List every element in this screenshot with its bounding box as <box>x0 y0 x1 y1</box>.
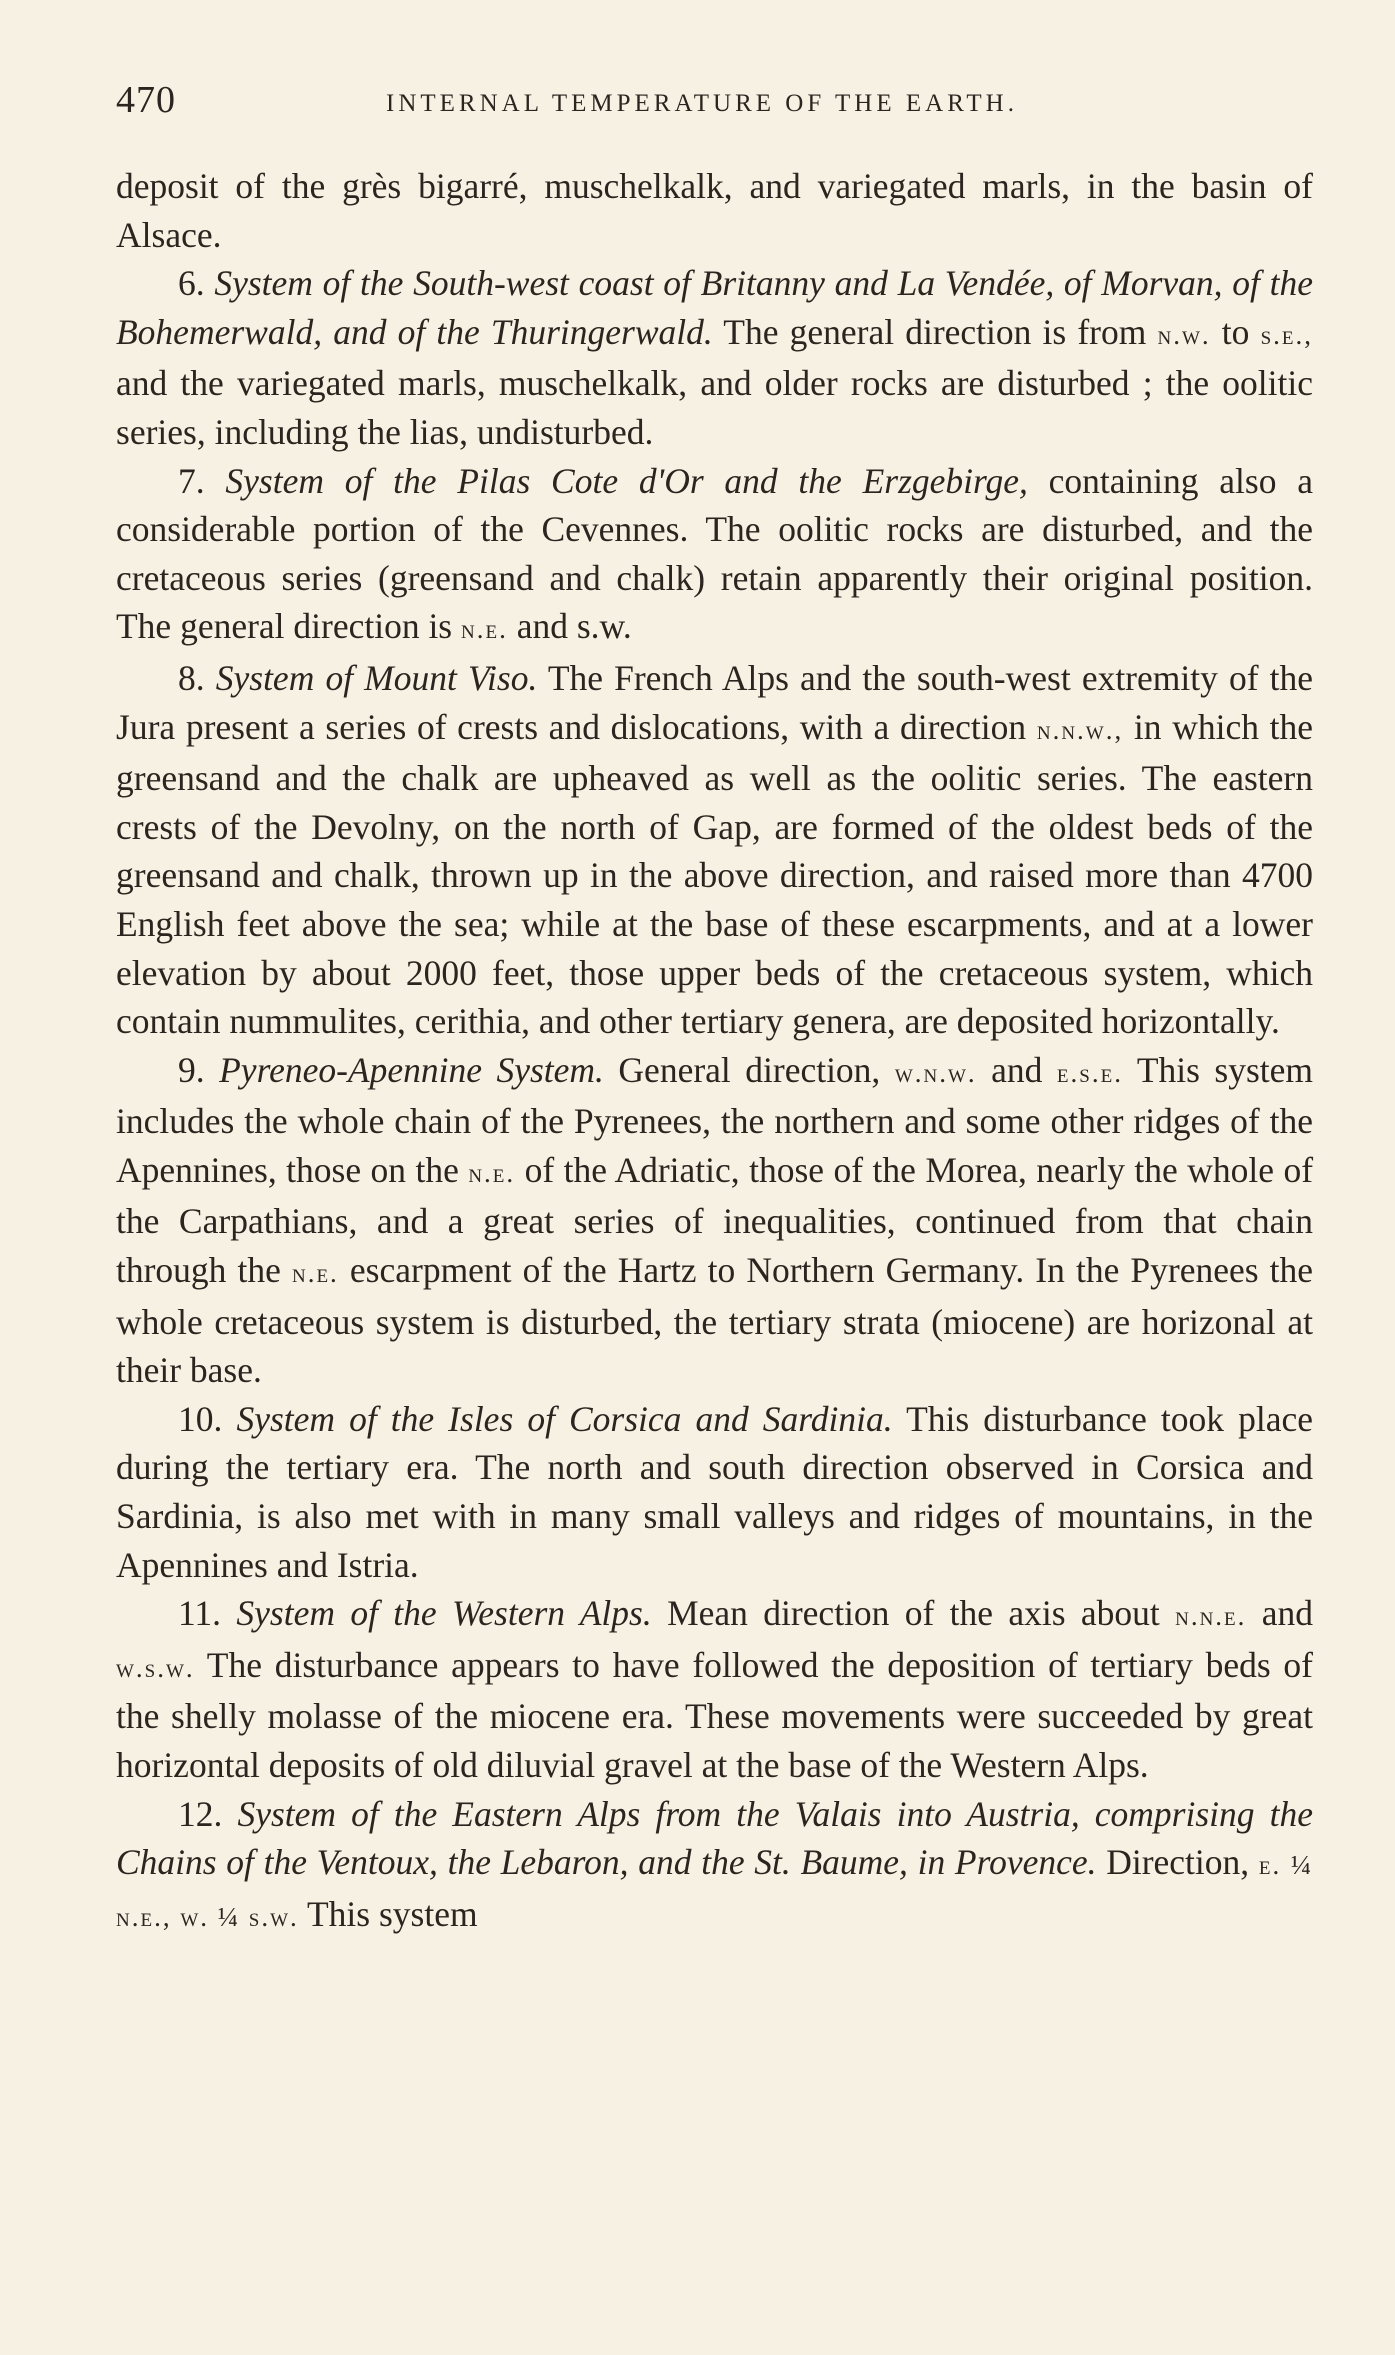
paragraph-text: This system includes the whole chain of the Pyrenees, the northern and some other ridges of the Apennines, those on the <box>116 1049 1314 1190</box>
paragraph-system-9 <box>116 1046 1313 1395</box>
body-text <box>116 162 1313 1941</box>
paragraph-text: This disturbance took place during the tertiary era. The north and south direction observed in Corsica and Sardinia, is also met with in many small valleys and ridges of mountains, in the Apennines and Istria. <box>116 1398 1313 1585</box>
compass-direction: s.e., <box>1260 319 1313 350</box>
paragraph-text: to <box>1221 311 1250 352</box>
system-number: 12. <box>178 1793 223 1834</box>
compass-direction: e. ¼ n.e., w. ¼ s.w. <box>116 1850 1314 1932</box>
paragraph-text: The general direction is from <box>723 311 1147 352</box>
paragraph-text: in which the greensand and the chalk are upheaved as well as the oolitic series. The eastern crests of the Devolny, on the north of Gap, are formed of the oldest beds of the greensand and chalk, thrown up in the above direction, and raised more than 4700 English feet above the sea; while at the base of these escarpments, and at a lower elevation by about 2000 feet, those upper beds of the cretaceous system, which contain nummulites, cerithia, and other tertiary genera, are deposited horizontally. <box>116 706 1314 1042</box>
paragraph-system-12 <box>116 1790 1313 1942</box>
system-title: System of the South-west coast of Britanny and La Vendée, of Morvan, of the Bohemerwald, and of the Thuringerwald. <box>116 263 1313 352</box>
paragraph-text: This system <box>307 1893 478 1934</box>
system-number: 9. <box>178 1049 205 1090</box>
page-header <box>116 70 1313 140</box>
book-page <box>116 70 1313 1941</box>
paragraph-text: Direction, <box>1106 1842 1250 1883</box>
system-number: 7. <box>178 460 205 501</box>
compass-direction: n.w. <box>1157 319 1211 350</box>
running-head: INTERNAL TEMPERATURE OF THE EARTH. <box>386 90 1018 117</box>
compass-direction: n.e. <box>468 1157 516 1188</box>
paragraph-system-10 <box>116 1395 1313 1589</box>
system-title: System of the Pilas Cote d'Or and the Erzgebirge, <box>225 460 1028 501</box>
compass-direction: w.s.w. <box>116 1652 195 1683</box>
paragraph-text: and s.w. <box>516 606 632 647</box>
compass-direction: w.n.w. <box>894 1057 977 1088</box>
system-number: 8. <box>178 657 205 698</box>
system-number: 6. <box>178 263 205 304</box>
system-number: 11. <box>178 1593 222 1634</box>
paragraph-text: deposit of the grès bigarré, muschelkalk, and variegated marls, in the basin of Alsace. <box>116 166 1313 255</box>
paragraph-text: The French Alps and the south-west extremity of the Jura present a series of crests and dislocations, with a direction <box>116 657 1314 747</box>
system-title: Pyreneo-Apennine System. <box>219 1049 604 1090</box>
compass-direction: n.e. <box>461 614 508 645</box>
paragraph-text: The disturbance appears to have followed the deposition of tertiary beds of the shelly molasse of the miocene era. These movements were succeeded by great horizontal deposits of old diluvial gravel at the base of the Western Alps. <box>116 1644 1314 1785</box>
system-title: System of the Eastern Alps from the Valais into Austria, comprising the Chains of the Ventoux, the Lebaron, and the St. Baume, in Provence. <box>116 1793 1313 1883</box>
paragraph-text: containing also a considerable portion of the Cevennes. The oolitic rocks are disturbed, and the cretaceous series (greensand and chalk) retain apparently their original position. The general direction is <box>116 460 1314 647</box>
paragraph-text: escarpment of the Hartz to Northern Germany. In the Pyrenees the whole cretaceous system is disturbed, the tertiary strata (miocene) are horizonal at their base. <box>116 1250 1314 1391</box>
system-title: System of the Isles of Corsica and Sardinia. <box>236 1398 893 1439</box>
paragraph-system-11 <box>116 1589 1313 1789</box>
paragraph-system-8 <box>116 654 1313 1046</box>
compass-direction: n.n.w., <box>1036 714 1124 745</box>
paragraph-text: and <box>991 1049 1043 1090</box>
paragraph-system-6 <box>116 259 1313 456</box>
paragraph-continuation <box>116 162 1313 259</box>
paragraph-text: and <box>1261 1593 1314 1634</box>
paragraph-system-7 <box>116 457 1313 654</box>
system-title: System of Mount Viso. <box>215 657 538 698</box>
compass-direction: e.s.e. <box>1056 1057 1123 1088</box>
paragraph-text: of the Adriatic, those of the Morea, nearly the whole of the Carpathians, and a great series of inequalities, continued from that chain through the <box>116 1149 1314 1291</box>
compass-direction: n.n.e. <box>1175 1601 1247 1632</box>
compass-direction: n.e. <box>291 1258 339 1289</box>
page-number: 470 <box>116 79 176 121</box>
system-number: 10. <box>178 1398 223 1439</box>
paragraph-text: and the variegated marls, muschelkalk, and older rocks are disturbed ; the oolitic series, including the lias, undisturbed. <box>116 363 1313 452</box>
system-title: System of the Western Alps. <box>236 1593 652 1634</box>
paragraph-text: Mean direction of the axis about <box>667 1593 1160 1634</box>
paragraph-text: General direction, <box>618 1049 881 1090</box>
